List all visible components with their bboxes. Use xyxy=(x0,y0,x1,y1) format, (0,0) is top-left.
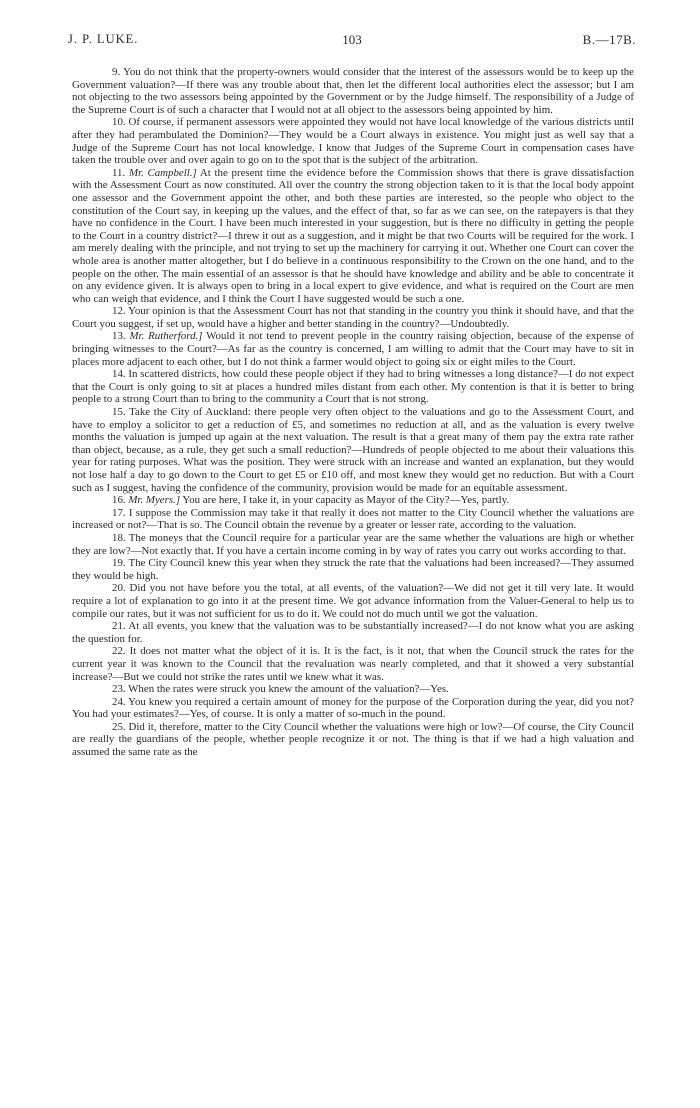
question-text: Did it, therefore, matter to the City Council whether the valuations were high or low?—Of course, the City Council are really the guardians of the people, whether people recognize it or not. The thing is that if we had a high valuation and assumed the same rate as the xyxy=(72,720,634,759)
speaker-name: Mr. Myers.] xyxy=(128,494,181,507)
question-paragraph xyxy=(72,167,634,306)
question-text: You knew you required a certain amount of money for the purpose of the Corporation during the year, did you not? You had your estimates?—Yes, of course. It is only a matter of so-much in the pound. xyxy=(72,695,634,721)
question-paragraph xyxy=(72,305,634,330)
question-number: 21. xyxy=(112,620,126,633)
question-number: 9. xyxy=(112,66,121,78)
question-text: You do not think that the property-owners would consider that the interest of the assessors would be to keep up the Government valuation?—If there was any trouble about that, then let the different local authorities elect the assessor; but I am not objecting to the two assessors being appointed by the Government or by the Judge himself. The responsibility of a Judge of the Supreme Court is of such a character that I would not at all object to the assessors being appointed by him. xyxy=(72,66,634,116)
witness-name: J. P. LUKE. xyxy=(68,32,139,46)
question-paragraph xyxy=(72,721,634,759)
question-number: 22. xyxy=(112,645,126,658)
question-number: 17. xyxy=(112,506,126,519)
question-number: 13. xyxy=(112,330,126,343)
question-text: Of course, if permanent assessors were appointed they would not have local knowledge of the various districts until after they had perambulated the Dominion?—They would be a Court always in existence. You might just as well say that a Judge of the Supreme Court has not local knowledge. I know that Judges of the Supreme Court in compensation cases have taken the trouble over and over again to go on to the spot that is the subject of the arbitration. xyxy=(72,116,634,167)
question-text: In scattered districts, how could these people object if they had to bring witnesses a long distance?—I do not expect that the Court is only going to sit at places a hundred miles distant from each other. My contention is that it is better to bring people to a strong Court than to bring to the community a Court that is not strong. xyxy=(72,368,634,406)
question-text: Would it not tend to prevent people in the country raising objection, because of the expense of bringing witnesses to the Court?—As far as the country is concerned, I am willing to admit that the Court may have to sit in places more adjacent to each other, but I do not think a farmer would object to going six or eight miles to the Court. xyxy=(72,330,634,368)
question-number: 12. xyxy=(112,305,126,318)
question-paragraph xyxy=(72,582,634,620)
question-number: 10. xyxy=(112,116,126,129)
question-paragraph xyxy=(72,696,634,721)
question-number: 19. xyxy=(112,557,126,570)
question-text: The moneys that the Council require for a particular year are the same whether the valuations are high or whether they are low?—Not exactly that. If you have a certain income coming in by way of rates you carry out works according to that. xyxy=(72,531,635,557)
question-number: 25. xyxy=(112,720,126,733)
question-number: 11. xyxy=(112,166,126,179)
speaker-name: Mr. Campbell.] xyxy=(128,166,197,179)
page-number: 103 xyxy=(342,32,362,47)
question-number: 14. xyxy=(112,368,126,381)
question-number: 15. xyxy=(112,406,126,419)
question-paragraph xyxy=(72,116,634,166)
question-paragraph xyxy=(72,66,634,116)
question-number: 20. xyxy=(112,582,126,595)
question-paragraph xyxy=(72,368,634,406)
question-text: It does not matter what the object of it is. It is the fact, is it not, that when the Council struck the rates for the current year it was known to the Council that the revaluation was nearly completed, and that it showed a very substantial increase?—But we could not strike the rates until we knew what it was. xyxy=(72,645,634,683)
question-text: Your opinion is that the Assessment Court has not that standing in the country you think it should have, and that the Court you suggest, if set up, would have a higher and better standing in the country?—Undoubtedly. xyxy=(72,305,634,330)
question-paragraph xyxy=(72,406,634,494)
question-paragraph xyxy=(72,330,634,368)
question-text: The City Council knew this year when they struck the rate that the valuations had been increased?—They assumed they would be high. xyxy=(72,557,634,582)
document-body xyxy=(72,66,634,759)
question-paragraph xyxy=(72,620,634,645)
question-text: At all events, you knew that the valuation was to be substantially increased?—I do not know what you are asking the question for. xyxy=(72,620,635,645)
question-text: Did you not have before you the total, at all events, of the valuation?—We did not get it till very late. It would require a lot of explanation to go into it at the present time. We got advance information from the Valuer-General to help us to compile our rates, but it was not sufficient for us to do it. We could not do much until we got the valuation. xyxy=(72,582,634,620)
question-paragraph xyxy=(72,557,634,582)
speaker-name: Mr. Rutherford.] xyxy=(129,330,203,343)
question-number: 18. xyxy=(112,531,126,544)
question-number: 23. xyxy=(112,683,126,696)
question-paragraph xyxy=(72,532,634,557)
question-paragraph xyxy=(72,507,634,532)
question-text: I suppose the Commission may take it that really it does not matter to the City Council whether the valuations are increased or not?—That is so. The Council obtain the revenue by a greater or lesser rate, according to the valuation. xyxy=(72,506,634,532)
document-code: B.—17B. xyxy=(582,32,636,47)
question-paragraph xyxy=(72,494,634,507)
question-number: 24. xyxy=(112,695,126,708)
question-paragraph xyxy=(72,683,634,696)
question-text: You are here, I take it, in your capacity as Mayor of the City?—Yes, partly. xyxy=(182,494,510,507)
question-text: When the rates were struck you knew the amount of the valuation?—Yes. xyxy=(128,683,449,696)
page-header xyxy=(68,32,636,50)
question-number: 16. xyxy=(112,494,126,507)
question-text: Take the City of Auckland: there people very often object to the valuations and go to the Assessment Court, and have to employ a solicitor to get a reduction of £5, and sometimes no reduction at all, and as the valuation is every twelve months the valuation is jumped up again at the next valuation. The result is that a great many of them pay the extra rate rather than object, because, as a rule, they get such a small reduction?—Hundreds of people objected to me about their valuations this year for rating purposes. What was the position. They were struck with an increase and wanted an explanation, but they would not lose half a day to go down to the Court to get £5 or £10 off, and most knew they would get no reduction. But with a Court such as I suggest, having the confidence of the community, provision would be made for an equitable assessment. xyxy=(72,406,634,494)
question-paragraph xyxy=(72,645,634,683)
question-text: At the present time the evidence before the Commission shows that there is grave dissatisfaction with the Assessment Court as now constituted. All over the country the strong objection taken to it is that the local body appoint one assessor and the Government appoint the other, and both these parties are interested, so the people who object to the constitution of the Court say, in keeping up the values, and the effect of that, so far as we can see, on the ratepayers is that they have no confidence in the Court. I have been much interested in your suggestion, but is there no difficulty in getting the people to the Court in a country district?—I threw it out as a suggestion, and it might be that two Courts will be required for the work. I am merely dealing with the principle, and not trying to set up the machinery for carrying it out. Whether one Court can cover the whole area is another matter altogether, but I do believe in a continuous responsibility to the Crown on the one hand, and to the people on the other. The main essential of an assessor is that he should have knowledge and ability and be able to concentrate it on any evidence given. It is always open to bring in a local expert to give evidence, and what is required on the Court are men who can weigh that evidence, and I think the Court I have suggested would be such a one. xyxy=(72,166,635,305)
